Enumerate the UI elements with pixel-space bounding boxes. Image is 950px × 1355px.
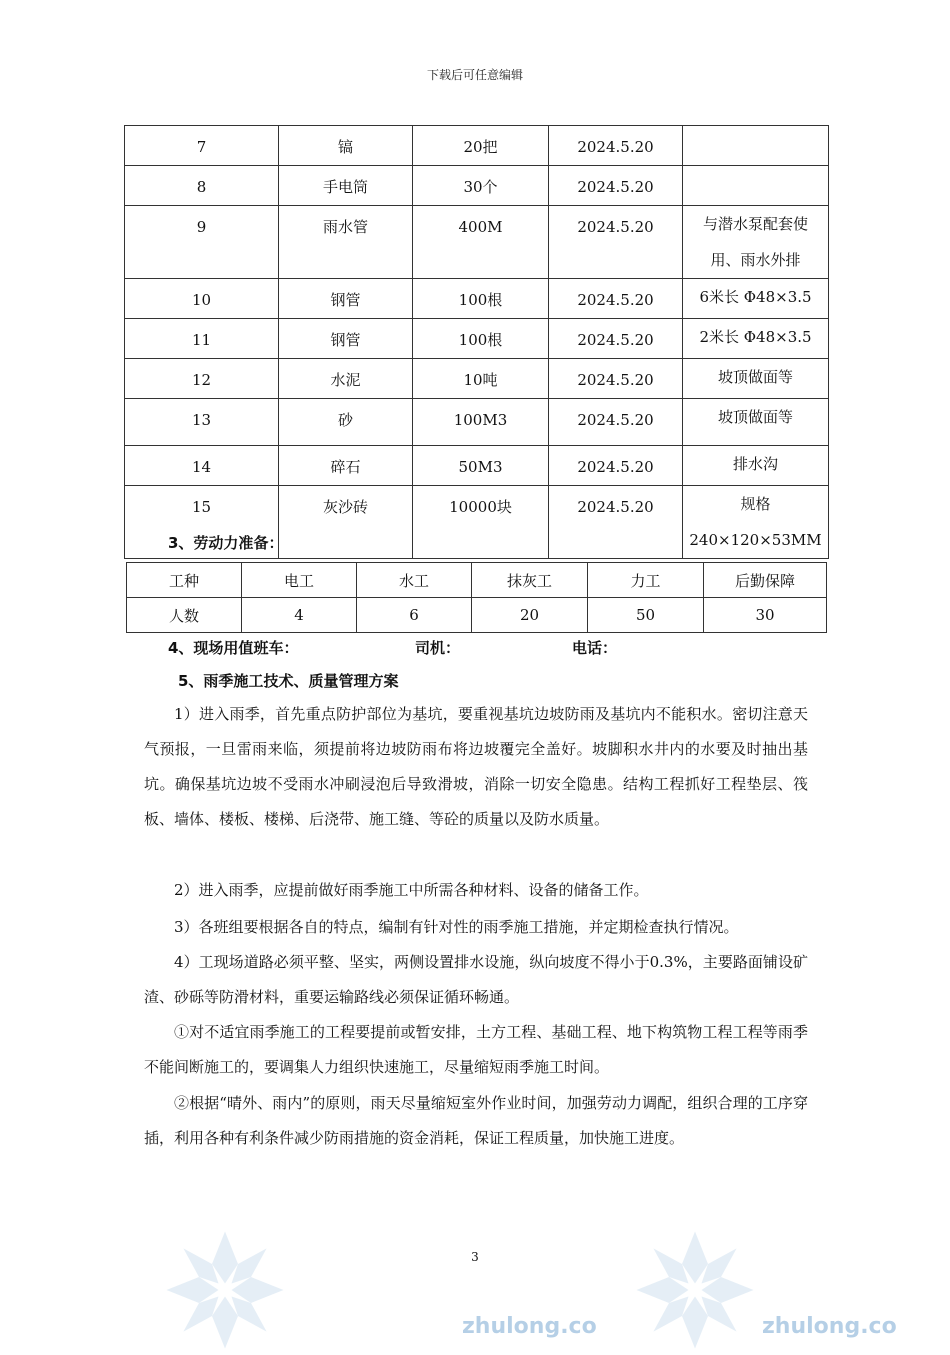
cell-qty	[413, 486, 549, 559]
watermark-logo-icon	[160, 1225, 290, 1355]
cell-date-text: 2024.5.20	[577, 411, 654, 429]
cell-no-text: 13	[191, 411, 212, 429]
section4-driver: 司机：	[415, 639, 461, 657]
paragraph-5: ①对不适宜雨季施工的工程要提前或暂安排，土方工程、基础工程、地下构筑物工程工程等雨季不能间断施工的，要调集人力组织快速施工，尽量缩短雨季施工时间。	[144, 1023, 808, 1076]
cell-qty-text: 10000块	[449, 498, 512, 516]
section3-title: 3、劳动力准备：	[168, 534, 284, 552]
section4-label: 4、现场用值班车：	[168, 639, 299, 657]
cell-note	[683, 319, 829, 359]
cell-date-text: 2024.5.20	[577, 498, 654, 516]
table-row	[125, 126, 829, 166]
table-row	[125, 206, 829, 279]
paragraph-6: ②根据“晴外、雨内”的原则，雨天尽量缩短室外作业时间，加强劳动力调配，组织合理的工序穿插，利用各种有利条件减少防雨措施的资金消耗，保证工程质量，加快施工进度。	[144, 1094, 808, 1147]
cell-name-text: 砂	[337, 411, 353, 429]
cell-note	[683, 486, 829, 559]
cell-name-text: 灰沙砖	[322, 498, 368, 516]
watermark-logo-icon	[630, 1225, 760, 1355]
page-number: 3	[471, 1250, 479, 1264]
cell-date	[549, 399, 683, 446]
cell-note	[683, 206, 829, 279]
paragraph-3: 3）各班组要根据各自的特点，编制有针对性的雨季施工措施，并定期检查执行情况。	[174, 918, 739, 936]
paragraph-4: 4）工现场道路必须平整、坚实，两侧设置排水设施，纵向坡度不得小于0.3%，主要路面铺设矿渣、砂砾等防滑材料，重要运输路线必须保证循环畅通。	[144, 953, 808, 1006]
cell-note-line: 6米长 Φ48×3.5	[699, 288, 812, 306]
cell-qty	[413, 279, 549, 319]
cell-name	[279, 486, 413, 559]
cell-qty-text: 30个	[463, 178, 498, 196]
cell-name-text: 钢管	[330, 331, 361, 349]
cell-name-text: 雨水管	[322, 218, 368, 236]
table-row	[125, 319, 829, 359]
cell-qty	[413, 446, 549, 486]
cell-no-text: 10	[191, 291, 212, 309]
table-row	[125, 359, 829, 399]
table-row	[125, 166, 829, 206]
cell-no-text: 15	[191, 498, 212, 516]
cell-name	[279, 126, 413, 166]
cell-note	[683, 399, 829, 446]
cell-note-line: 2米长 Φ48×3.5	[699, 328, 812, 346]
labor-cell: 人数	[127, 598, 242, 633]
cell-no	[125, 126, 279, 166]
cell-date-text: 2024.5.20	[577, 291, 654, 309]
labor-cell: 20	[472, 598, 588, 633]
cell-note-line: 规格	[740, 495, 771, 513]
materials-table	[124, 125, 829, 559]
cell-name	[279, 399, 413, 446]
cell-no	[125, 446, 279, 486]
labor-cell: 6	[357, 598, 472, 633]
labor-table	[126, 562, 827, 633]
labor-cell: 后勤保障	[704, 563, 827, 598]
cell-date	[549, 166, 683, 206]
cell-no	[125, 206, 279, 279]
cell-no	[125, 166, 279, 206]
cell-date-text: 2024.5.20	[577, 458, 654, 476]
cell-name	[279, 279, 413, 319]
cell-no-text: 8	[196, 178, 207, 196]
cell-name	[279, 359, 413, 399]
cell-qty	[413, 126, 549, 166]
cell-no-text: 14	[191, 458, 212, 476]
labor-header-row	[127, 563, 827, 598]
labor-cell: 水工	[357, 563, 472, 598]
cell-no-text: 7	[196, 138, 207, 156]
table-row	[125, 399, 829, 446]
cell-date	[549, 279, 683, 319]
watermark-text: zhulong.co	[762, 1314, 897, 1339]
labor-cell: 电工	[242, 563, 357, 598]
cell-no-text: 12	[191, 371, 212, 389]
cell-name	[279, 166, 413, 206]
cell-qty-text: 10吨	[463, 371, 498, 389]
cell-no-text: 9	[196, 218, 207, 236]
cell-name	[279, 446, 413, 486]
cell-no	[125, 279, 279, 319]
table-row	[125, 446, 829, 486]
cell-date	[549, 359, 683, 399]
section5-title: 5、雨季施工技术、质量管理方案	[178, 672, 399, 690]
cell-no	[125, 399, 279, 446]
cell-no	[125, 359, 279, 399]
page-header: 下载后可任意编辑	[426, 68, 523, 82]
cell-note	[683, 126, 829, 166]
cell-qty	[413, 359, 549, 399]
cell-qty-text: 20把	[463, 138, 498, 156]
labor-cell: 50	[588, 598, 704, 633]
cell-qty	[413, 319, 549, 359]
cell-date	[549, 206, 683, 279]
cell-date	[549, 486, 683, 559]
cell-note	[683, 166, 829, 206]
cell-name-text: 手电筒	[322, 178, 368, 196]
labor-count-row	[127, 598, 827, 633]
cell-note	[683, 359, 829, 399]
labor-cell: 4	[242, 598, 357, 633]
cell-date-text: 2024.5.20	[577, 178, 654, 196]
cell-name-text: 镐	[337, 138, 353, 156]
cell-qty	[413, 399, 549, 446]
cell-note-line: 排水沟	[732, 455, 778, 473]
labor-cell: 工种	[127, 563, 242, 598]
cell-qty-text: 100M3	[453, 411, 508, 429]
cell-date	[549, 126, 683, 166]
cell-name-text: 钢管	[330, 291, 361, 309]
cell-note	[683, 446, 829, 486]
labor-cell: 30	[704, 598, 827, 633]
cell-qty-text: 100根	[458, 291, 503, 309]
cell-note-line: 坡顶做面等	[717, 368, 793, 386]
labor-cell: 力工	[588, 563, 704, 598]
section4-phone: 电话：	[572, 639, 618, 657]
cell-note	[683, 279, 829, 319]
cell-date-text: 2024.5.20	[577, 218, 654, 236]
cell-date-text: 2024.5.20	[577, 371, 654, 389]
watermark-text: zhulong.co	[462, 1314, 597, 1339]
cell-note-line: 用、雨水外排	[710, 251, 801, 269]
cell-no-text: 11	[191, 331, 212, 349]
cell-qty-text: 100根	[458, 331, 503, 349]
cell-name	[279, 206, 413, 279]
cell-date	[549, 446, 683, 486]
cell-date-text: 2024.5.20	[577, 331, 654, 349]
labor-cell: 抹灰工	[472, 563, 588, 598]
cell-no	[125, 319, 279, 359]
cell-qty-text: 400M	[458, 218, 503, 236]
cell-qty-text: 50M3	[458, 458, 503, 476]
cell-name-text: 碎石	[330, 458, 361, 476]
cell-note-line: 240×120×53MM	[689, 531, 822, 549]
cell-name	[279, 319, 413, 359]
paragraph-1: 1）进入雨季，首先重点防护部位为基坑，要重视基坑边坡防雨及基坑内不能积水。密切注意天气预报，一旦雷雨来临，须提前将边坡防雨布将边坡覆完全盖好。坡脚积水井内的水要及时抽出基坑。确保基坑边坡不受雨水冲刷浸泡后导致滑坡，消除一切安全隐患。结构工程抓好工程垫层、筏板、墙体、楼板、楼梯、后浇带、施工缝、等砼的质量以及防水质量。	[144, 705, 808, 828]
cell-date	[549, 319, 683, 359]
cell-date-text: 2024.5.20	[577, 138, 654, 156]
paragraph-2: 2）进入雨季，应提前做好雨季施工中所需各种材料、设备的储备工作。	[174, 881, 649, 899]
cell-qty	[413, 166, 549, 206]
table-row	[125, 279, 829, 319]
cell-qty	[413, 206, 549, 279]
cell-name-text: 水泥	[330, 371, 361, 389]
cell-note-line: 坡顶做面等	[717, 408, 793, 426]
cell-note-line: 与潜水泵配套使	[702, 215, 808, 233]
